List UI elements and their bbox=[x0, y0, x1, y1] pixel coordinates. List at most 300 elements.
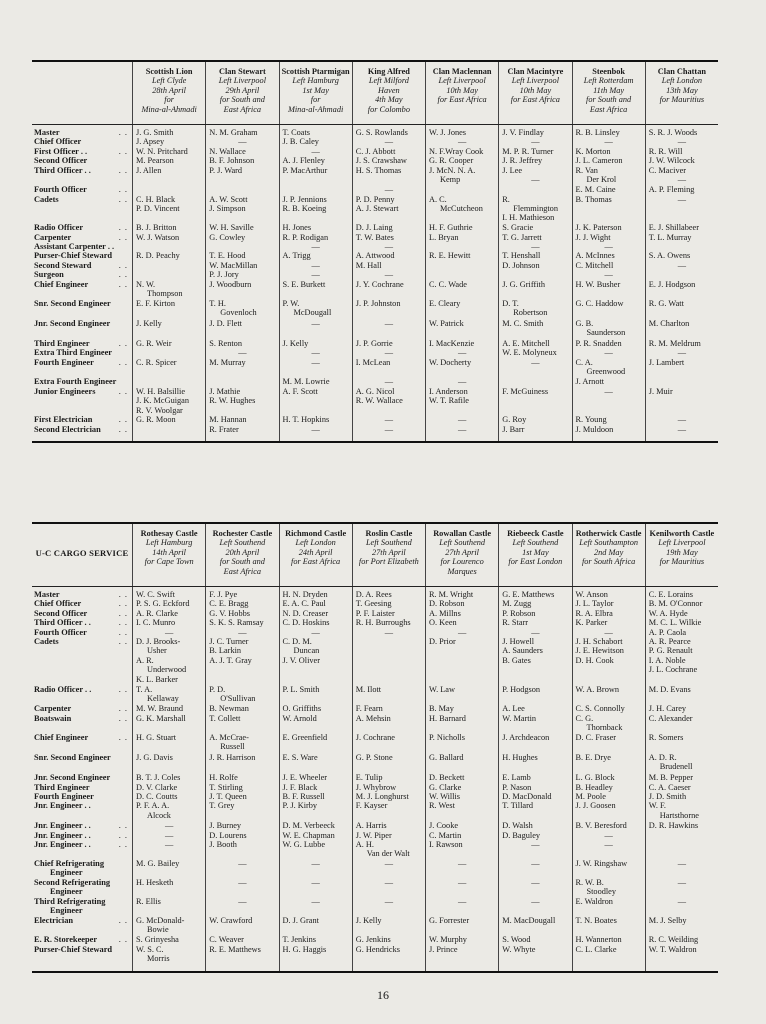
crew-member-name: J. Apsey bbox=[136, 137, 165, 146]
crew-member-name: J. J. Goosen bbox=[575, 801, 616, 810]
voyage-detail: for Mauritius bbox=[659, 95, 705, 105]
ship-crew-column bbox=[352, 125, 425, 441]
crew-member-name: — bbox=[457, 859, 467, 868]
crew-member-name: J. Burney bbox=[209, 821, 242, 830]
crew-member-name: O'Sullivan bbox=[220, 694, 256, 703]
crew-member-name: C. D. M. bbox=[282, 637, 312, 646]
crew-member-name: S. Wood bbox=[502, 935, 531, 944]
voyage-detail: Left Liverpool bbox=[511, 76, 559, 86]
voyage-detail: for East Africa bbox=[437, 95, 487, 105]
voyage-detail: Left Southend bbox=[439, 538, 486, 548]
ship-name: Clan Chattan bbox=[657, 67, 706, 76]
rank-label: Purser-Chief Steward bbox=[34, 945, 113, 954]
voyage-detail: Left London bbox=[661, 76, 703, 86]
crew-member-name: — bbox=[531, 840, 540, 849]
crew-member-name: H. Jones bbox=[282, 223, 312, 232]
crew-member-name: A. H. bbox=[355, 840, 374, 849]
voyage-detail: for Port Elizabeth bbox=[358, 557, 419, 567]
crew-member-name: J. Kelly bbox=[355, 916, 382, 925]
crew-member-name: P. MacArthur bbox=[282, 166, 328, 175]
crew-member-name: R. B. Koeing bbox=[282, 204, 327, 213]
ship-crew-column bbox=[425, 587, 498, 971]
ship-crew-column bbox=[645, 587, 718, 971]
crew-member-name: Underwood bbox=[147, 665, 187, 674]
crew-member-name: M. Ilott bbox=[355, 685, 382, 694]
crew-member-name: D. C. Fraser bbox=[575, 733, 617, 742]
crew-member-name: M. D. Evans bbox=[648, 685, 691, 694]
crew-member-name: R. P. Rodigan bbox=[282, 233, 329, 242]
voyage-detail: Haven bbox=[378, 85, 400, 95]
crew-member-name: J. P. Johnston bbox=[355, 299, 401, 308]
voyage-detail: East Africa bbox=[589, 104, 628, 114]
crew-member-name: S. E. Burkett bbox=[282, 280, 326, 289]
crew-member-name: R. C. Weilding bbox=[648, 935, 699, 944]
crew-member-name: — bbox=[311, 897, 320, 906]
crew-member-name: I. Rawson bbox=[429, 840, 463, 849]
rank-label: Radio Officer . . . . bbox=[34, 685, 128, 694]
crew-member-name: B. May bbox=[429, 704, 454, 713]
crew-member-name: J. G. Griffith bbox=[502, 280, 545, 289]
crew-member-name: A. G. Nicol bbox=[355, 387, 395, 396]
crew-member-name: A. J. Flenley bbox=[282, 156, 325, 165]
crew-member-name: A. Mehsin bbox=[355, 714, 391, 723]
crew-member-name: D. V. Clarke bbox=[136, 783, 178, 792]
crew-member-name: H. W. Busher bbox=[575, 280, 621, 289]
crew-member-name: J. McN. N. A. bbox=[429, 166, 476, 175]
voyage-detail: 2nd May bbox=[593, 547, 624, 557]
crew-member-name: G. K. Marshall bbox=[136, 714, 186, 723]
crew-member-name: J. Allen bbox=[136, 166, 162, 175]
crew-member-name: W. Murphy bbox=[429, 935, 467, 944]
crew-member-name: A. McCrae- bbox=[209, 733, 249, 742]
crew-member-name: J. W. Ringshaw bbox=[575, 859, 628, 868]
crew-member-name: E. Greenfield bbox=[282, 733, 328, 742]
crew-member-name: — bbox=[457, 415, 467, 424]
crew-member-name: — bbox=[531, 897, 540, 906]
ship-header bbox=[645, 524, 718, 586]
crew-member-name: — bbox=[311, 242, 320, 251]
crew-member-name: — bbox=[384, 425, 394, 434]
ship-name: Richmond Castle bbox=[285, 529, 347, 538]
crew-member-name: — bbox=[384, 628, 394, 637]
crew-member-name: C. Mitchell bbox=[575, 261, 614, 270]
crew-member-name: J. T. Queen bbox=[209, 792, 247, 801]
crew-member-name: McCutcheon bbox=[440, 204, 483, 213]
crew-member-name: I. C. Munro bbox=[136, 618, 176, 627]
crew-member-name: E. S. Ware bbox=[282, 753, 318, 762]
crew-member-name: F. Kayser bbox=[355, 801, 388, 810]
rank-label: First Electrician . . bbox=[34, 415, 128, 424]
voyage-detail: Left Southampton bbox=[579, 538, 639, 548]
crew-member-name: J. F. Black bbox=[282, 783, 318, 792]
voyage-detail: 27th April bbox=[445, 547, 479, 557]
crew-member-name: R. R. Will bbox=[648, 147, 683, 156]
crew-member-name: — bbox=[677, 261, 687, 270]
crew-member-name: B. E. Drye bbox=[575, 753, 611, 762]
crew-member-name: E. F. Kirton bbox=[136, 299, 175, 308]
crew-member-name: R. H. Burroughs bbox=[355, 618, 411, 627]
crew-member-name: S. R. J. Woods bbox=[648, 128, 698, 137]
voyage-detail: Left Hamburg bbox=[292, 76, 339, 86]
ship-name: Clan Stewart bbox=[218, 67, 266, 76]
crew-member-name: M. Poole bbox=[575, 792, 606, 801]
rank-label: E. R. Storekeeper . . bbox=[34, 935, 128, 944]
crew-member-name: J. V. Findlay bbox=[502, 128, 544, 137]
crew-member-name: H. F. Guthrie bbox=[429, 223, 473, 232]
crew-member-name: N. W. bbox=[136, 280, 156, 289]
crew-member-name: D. A. Rees bbox=[355, 590, 392, 599]
crew-member-name: R. bbox=[502, 195, 510, 204]
crew-member-name: J. B. Caley bbox=[282, 137, 319, 146]
rank-label: Junior Engineers . . bbox=[34, 387, 128, 396]
crew-member-name: J. Lambert bbox=[648, 358, 685, 367]
crew-member-name: G. R. Weir bbox=[136, 339, 172, 348]
voyage-detail: 29th April bbox=[225, 85, 260, 95]
voyage-detail: for South and bbox=[219, 95, 265, 105]
voyage-detail: Left Liverpool bbox=[218, 76, 266, 86]
crew-member-name: McDougall bbox=[293, 308, 332, 317]
crew-member-name: M. MacDougall bbox=[502, 916, 556, 925]
crew-member-name: D. J. Laing bbox=[355, 223, 393, 232]
crew-member-name: — bbox=[311, 319, 320, 328]
crew-member-name: O. Griffiths bbox=[282, 704, 322, 713]
crew-member-name: C. H. Black bbox=[136, 195, 176, 204]
crew-member-name: J. Muldoon bbox=[575, 425, 614, 434]
crew-member-name: A. F. Scott bbox=[282, 387, 318, 396]
voyage-detail: East Africa bbox=[223, 104, 262, 114]
crew-member-name: — bbox=[677, 878, 687, 887]
crew-member-name: — bbox=[604, 387, 613, 396]
crew-member-name: Kellaway bbox=[147, 694, 179, 703]
voyage-detail: Left Clyde bbox=[151, 76, 187, 86]
crew-member-name: C. A. bbox=[575, 358, 593, 367]
crew-member-name: K. L. Barker bbox=[136, 675, 178, 684]
crew-member-name: P. L. Smith bbox=[282, 685, 320, 694]
crew-member-name: J. Archdeacon bbox=[502, 733, 550, 742]
rank-label: Second Electrician . . bbox=[34, 425, 128, 434]
crew-member-name: Duncan bbox=[293, 646, 320, 655]
crew-member-name: W. Whyte bbox=[502, 945, 536, 954]
voyage-detail: Left Southend bbox=[219, 538, 266, 548]
crew-member-name: A. R. bbox=[136, 656, 154, 665]
crew-member-name: E. Tulip bbox=[355, 773, 383, 782]
crew-member-name: D. Lourens bbox=[209, 831, 247, 840]
crew-member-name: — bbox=[457, 878, 467, 887]
crew-member-name: B. V. Beresford bbox=[575, 821, 627, 830]
ship-crew-column bbox=[132, 125, 205, 441]
crew-member-name: — bbox=[677, 415, 687, 424]
crew-member-name: D. T. bbox=[502, 299, 519, 308]
crew-member-name: G. McDonald- bbox=[136, 916, 185, 925]
crew-member-name: D. Johnson bbox=[502, 261, 540, 270]
crew-member-name: J. Simpson bbox=[209, 204, 246, 213]
crew-member-name: E. Cleary bbox=[429, 299, 461, 308]
crew-member-name: M. W. Braund bbox=[136, 704, 184, 713]
crew-member-name: Alcock bbox=[147, 811, 171, 820]
crew-member-name: P. J. Ward bbox=[209, 166, 243, 175]
crew-member-name: F. Fearn bbox=[355, 704, 383, 713]
crew-member-name: B. J. Britton bbox=[136, 223, 177, 232]
ship-name: Clan Macintyre bbox=[507, 67, 564, 76]
crew-member-name: P. D. bbox=[209, 685, 226, 694]
voyage-detail: for South and bbox=[586, 95, 632, 105]
crew-member-name: — bbox=[384, 415, 394, 424]
crew-member-name: T. A. bbox=[136, 685, 153, 694]
crew-member-name: M. Hannan bbox=[209, 415, 247, 424]
crew-member-name: N. D. Creaser bbox=[282, 609, 329, 618]
voyage-detail: 1st May bbox=[522, 547, 549, 557]
voyage-detail: Left Southend bbox=[512, 538, 559, 548]
crew-member-name: M. Charlton bbox=[648, 319, 690, 328]
crew-member-name: T. Geesing bbox=[355, 599, 392, 608]
crew-member-name: R. E. Matthews bbox=[209, 945, 261, 954]
crew-member-name: W. S. C. bbox=[136, 945, 164, 954]
crew-member-name: N. M. Graham bbox=[209, 128, 258, 137]
crew-member-name: W. T. Waldron bbox=[648, 945, 697, 954]
crew-member-name: B. T. J. Coles bbox=[136, 773, 181, 782]
crew-member-name: — bbox=[384, 377, 394, 386]
crew-member-name: H. Barnard bbox=[429, 714, 466, 723]
rank-label: Chief Officer bbox=[34, 137, 82, 146]
crew-member-name: J. D. Flett bbox=[209, 319, 242, 328]
crew-member-name: — bbox=[311, 348, 320, 357]
ship-header-row bbox=[32, 524, 718, 587]
crew-member-name: P. S. G. Eckford bbox=[136, 599, 190, 608]
crew-member-name: Usher bbox=[147, 646, 167, 655]
crew-member-name: S. Renton bbox=[209, 339, 242, 348]
crew-member-name: J. K. McGuigan bbox=[136, 396, 190, 405]
crew-member-name: A. P. Fleming bbox=[648, 185, 695, 194]
voyage-detail: 10th May bbox=[519, 85, 552, 95]
rank-label: Assistant Carpenter . . bbox=[34, 242, 115, 251]
crew-member-name: — bbox=[384, 137, 394, 146]
voyage-detail: 24th April bbox=[298, 547, 333, 557]
crew-member-name: C. E. Bragg bbox=[209, 599, 249, 608]
crew-member-name: — bbox=[384, 242, 394, 251]
crew-member-name: J. Cooke bbox=[429, 821, 459, 830]
crew-member-name: — bbox=[677, 137, 687, 146]
crew-member-name: — bbox=[677, 195, 687, 204]
crew-member-name: D. R. Hawkins bbox=[648, 821, 699, 830]
crew-member-name: G. Hendricks bbox=[355, 945, 400, 954]
crew-member-name: J. W. Wilcock bbox=[648, 156, 695, 165]
crew-member-name: M. C. Smith bbox=[502, 319, 544, 328]
crew-member-name: H. T. Hopkins bbox=[282, 415, 330, 424]
ship-header-row bbox=[32, 62, 718, 125]
crew-member-name: Robertson bbox=[513, 308, 548, 317]
crew-member-name: M. C. L. Wilkie bbox=[648, 618, 702, 627]
ship-header bbox=[352, 524, 425, 586]
crew-member-name: H. G. Stuart bbox=[136, 733, 177, 742]
rank-labels-column bbox=[32, 587, 132, 971]
crew-member-name: J. Y. Cochrane bbox=[355, 280, 404, 289]
crew-member-name: R. Starr bbox=[502, 618, 529, 627]
crew-member-name: — bbox=[311, 628, 320, 637]
crew-member-name: Morris bbox=[147, 954, 170, 963]
crew-member-name: S. K. S. Ramsay bbox=[209, 618, 264, 627]
crew-member-name: Stoodley bbox=[586, 887, 617, 896]
crew-member-name: J. Whybrow bbox=[355, 783, 397, 792]
crew-member-name: Saunderson bbox=[586, 328, 626, 337]
ship-header bbox=[425, 62, 498, 124]
crew-member-name: P. F. Laister bbox=[355, 609, 395, 618]
crew-member-name: A. Saunders bbox=[502, 646, 543, 655]
ship-header bbox=[572, 524, 645, 586]
crew-member-name: D. Robson bbox=[429, 599, 465, 608]
crew-member-name: Hartsthorne bbox=[659, 811, 699, 820]
crew-member-name: S. Grinyesha bbox=[136, 935, 179, 944]
crew-member-name: — bbox=[677, 348, 687, 357]
crew-member-name: M. P. R. Turner bbox=[502, 147, 554, 156]
crew-member-name: J. V. Oliver bbox=[282, 656, 320, 665]
ship-name: Steenbok bbox=[592, 67, 625, 76]
crew-member-name: J. W. Piper bbox=[355, 831, 392, 840]
crew-member-name: T. Henshall bbox=[502, 251, 541, 260]
crew-member-name: E. Lamb bbox=[502, 773, 531, 782]
crew-member-name: — bbox=[457, 348, 467, 357]
crew-member-name: H. Rolfe bbox=[209, 773, 238, 782]
voyage-detail: 20th April bbox=[225, 547, 260, 557]
ship-name: Rotherwick Castle bbox=[575, 529, 642, 538]
voyage-detail: 1st May bbox=[302, 85, 329, 95]
crew-member-name: W. G. Lubbe bbox=[282, 840, 326, 849]
crew-member-name: W. N. Pritchard bbox=[136, 147, 188, 156]
rank-label: First Officer . . . . bbox=[34, 147, 128, 156]
voyage-detail: for South Africa bbox=[581, 557, 636, 567]
crew-member-name: A. C. bbox=[429, 195, 447, 204]
crew-member-name: G. Cowley bbox=[209, 233, 246, 242]
crew-member-name: C. R. Spicer bbox=[136, 358, 177, 367]
crew-member-name: — bbox=[384, 878, 394, 887]
crew-member-name: G. P. Stone bbox=[355, 753, 393, 762]
crew-member-name: A. Lee bbox=[502, 704, 525, 713]
voyage-detail: Left Milford bbox=[368, 76, 409, 86]
crew-member-name: — bbox=[238, 859, 247, 868]
ship-header bbox=[279, 62, 352, 124]
rank-label: Carpenter . . bbox=[34, 704, 128, 713]
crew-member-name: G. E. Matthews bbox=[502, 590, 555, 599]
crew-member-name: T. Jenkins bbox=[282, 935, 316, 944]
crew-member-name: — bbox=[384, 270, 394, 279]
crew-member-name: J. D. Smith bbox=[648, 792, 687, 801]
crew-member-name: — bbox=[311, 878, 320, 887]
crew-member-name: R. Frater bbox=[209, 425, 239, 434]
crew-member-name: B. Thomas bbox=[575, 195, 612, 204]
crew-member-name: J. R. Jeffrey bbox=[502, 156, 543, 165]
rank-label: Fourth Engineer bbox=[34, 792, 94, 801]
crew-member-name: I. H. Mathieson bbox=[502, 213, 555, 222]
crew-member-name: B. Larkin bbox=[209, 646, 242, 655]
rank-label: Second Refrigerating bbox=[34, 878, 111, 887]
crew-member-name: — bbox=[457, 425, 467, 434]
crew-member-name: J. G. Davis bbox=[136, 753, 173, 762]
voyage-detail: 4th May bbox=[375, 95, 403, 105]
crew-member-name: R. D. Peachy bbox=[136, 251, 180, 260]
crew-member-name: A. R. Pearce bbox=[648, 637, 691, 646]
crew-member-name: M. J. Longhurst bbox=[355, 792, 409, 801]
crew-member-name: H. Hughes bbox=[502, 753, 538, 762]
crew-member-name: T. E. Hood bbox=[209, 251, 246, 260]
crew-member-name: J. C. Turner bbox=[209, 637, 249, 646]
crew-member-name: W. Docherty bbox=[429, 358, 472, 367]
voyage-detail: for Mauritius bbox=[659, 557, 705, 567]
ship-name: Riebeeck Castle bbox=[507, 529, 564, 538]
crew-member-name: A. Trigg bbox=[282, 251, 311, 260]
rank-label: Chief Engineer . . bbox=[34, 280, 128, 289]
crew-member-name: M. Zugg bbox=[502, 599, 532, 608]
ship-header bbox=[352, 62, 425, 124]
voyage-detail: Marques bbox=[447, 566, 477, 576]
crew-member-name: J. Cochrane bbox=[355, 733, 395, 742]
crew-member-name: J. Kelly bbox=[282, 339, 309, 348]
crew-member-name: J. Arnott bbox=[575, 377, 605, 386]
crew-member-name: Thornback bbox=[586, 723, 623, 732]
ship-name: Roslin Castle bbox=[365, 529, 413, 538]
ship-header bbox=[425, 524, 498, 586]
crew-member-name: R. M. Meldrum bbox=[648, 339, 701, 348]
crew-member-name: J. Muir bbox=[648, 387, 673, 396]
voyage-detail: Left Southend bbox=[365, 538, 412, 548]
crew-member-name: P. Hodgson bbox=[502, 685, 541, 694]
ship-header bbox=[498, 62, 571, 124]
crew-member-name: R. M. Wright bbox=[429, 590, 474, 599]
crew-member-name: S. Gracie bbox=[502, 223, 534, 232]
rank-label: Jnr. Engineer . . bbox=[34, 801, 91, 810]
voyage-detail: for East Africa bbox=[510, 95, 560, 105]
crew-member-name: H. S. Thomas bbox=[355, 166, 402, 175]
ship-crew-column bbox=[205, 587, 278, 971]
voyage-detail: 28th April bbox=[152, 85, 186, 95]
crew-member-name: P. D. Vincent bbox=[136, 204, 180, 213]
crew-member-name: B. Newman bbox=[209, 704, 249, 713]
crew-member-name: I. McLean bbox=[355, 358, 391, 367]
ship-header bbox=[572, 62, 645, 124]
rank-labels-column bbox=[32, 125, 132, 441]
crew-member-name: D. Beckett bbox=[429, 773, 465, 782]
voyage-detail: East Africa bbox=[223, 566, 262, 576]
crew-member-name: D. M. Verbeeck bbox=[282, 821, 335, 830]
crew-member-name: — bbox=[531, 628, 540, 637]
crew-member-name: R. B. Linsley bbox=[575, 128, 620, 137]
crew-member-name: Thompson bbox=[147, 289, 183, 298]
crew-member-name: — bbox=[238, 878, 247, 887]
crew-member-name: F. J. Pye bbox=[209, 590, 238, 599]
crew-member-name: Der Krol bbox=[586, 175, 617, 184]
crew-member-name: — bbox=[384, 185, 394, 194]
rank-label: Third Engineer . . bbox=[34, 339, 128, 348]
crew-member-name: M. J. Selby bbox=[648, 916, 687, 925]
crew-member-name: Brudenell bbox=[659, 762, 693, 771]
crew-member-name: D. Baguley bbox=[502, 831, 541, 840]
crew-member-name: E. Waldron bbox=[575, 897, 613, 906]
crew-member-name: C. Maciver bbox=[648, 166, 687, 175]
crew-member-name: T. Collett bbox=[209, 714, 241, 723]
crew-member-name: J. J. Wight bbox=[575, 233, 611, 242]
voyage-detail: for East London bbox=[508, 557, 563, 567]
ship-crew-column bbox=[205, 125, 278, 441]
crew-member-name: — bbox=[604, 242, 613, 251]
crew-member-name: J. L. Cameron bbox=[575, 156, 623, 165]
crew-member-name: — bbox=[164, 628, 174, 637]
crew-member-name: G. V. Hobbs bbox=[209, 609, 250, 618]
rank-label: Snr. Second Engineer bbox=[34, 299, 111, 308]
crew-member-name: R. Young bbox=[575, 415, 607, 424]
voyage-detail: Mina-al-Ahmadi bbox=[287, 104, 344, 114]
rank-label: Third Engineer bbox=[34, 783, 90, 792]
crew-member-name: R. W. Wallace bbox=[355, 396, 403, 405]
rank-label: Chief Officer . . bbox=[34, 599, 128, 608]
crew-member-name: — bbox=[384, 319, 394, 328]
